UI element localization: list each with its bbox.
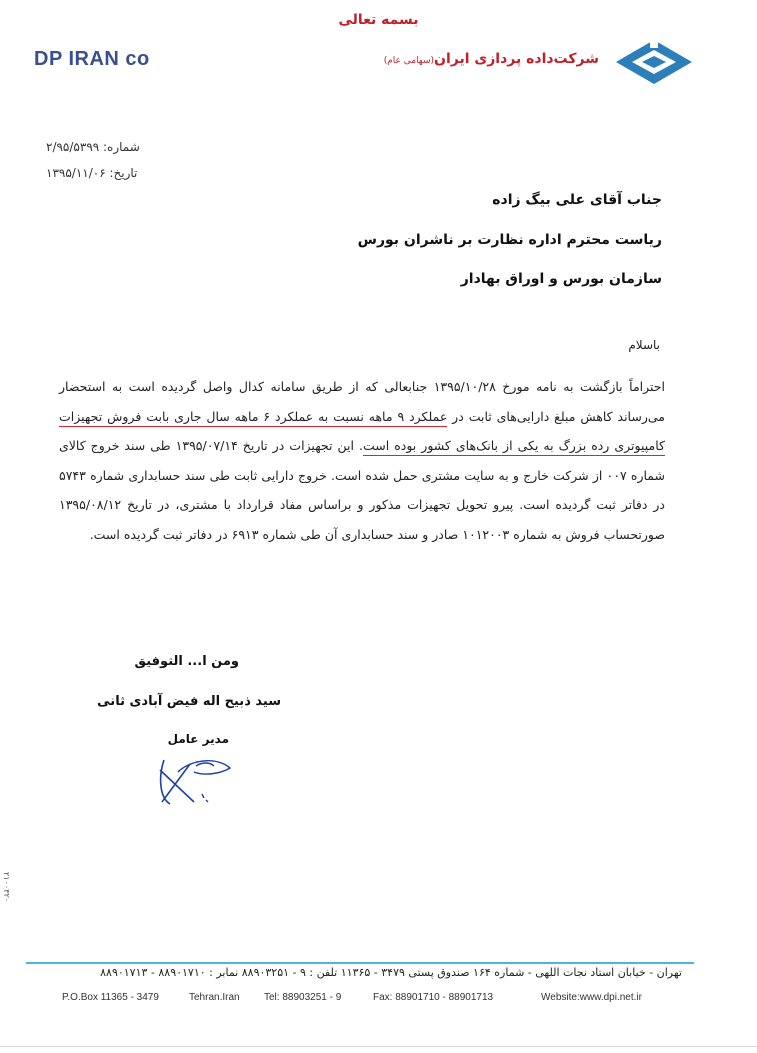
bismillah-heading: بسمه تعالی: [338, 12, 419, 28]
letter-body: [59, 372, 665, 549]
body-text-end: . این تجهیزات در تاریخ ۱۳۹۵/۰۷/۱۴ طی سند خروج کالای شماره ۰۰۷ از شرکت خارج و به سایت مشتری حمل شده است. خروج دارایی ثابت طی سند حسابداری شماره ۵۷۴۳ در دفاتر ثبت گردیده است. پیرو تحویل تجهیزات مذکور و براساس مفاد قرارداد با مشتری، در تاریخ ۱۳۹۵/۰۸/۱۲ صورتحساب فروش به شماره ۱۰۱۲۰۰۳ صادر و سند حسابداری آن طی شماره ۶۹۱۳ در دفاتر ثبت گردیده است.: [59, 438, 665, 542]
recipient-position: ریاست محترم اداره نظارت بر ناشران بورس: [357, 232, 662, 248]
page-bottom-edge: [0, 1046, 757, 1047]
closing-phrase: ومن ا... التوفیق: [134, 654, 239, 669]
company-type-label: (سهامی عام): [383, 56, 435, 66]
recipient-organization: سازمان بورس و اوراق بهادار: [460, 271, 662, 287]
letter-date: تاریخ: ۱۳۹۵/۱۱/۰۶: [46, 166, 138, 180]
company-name-fa-main: شرکت‌داده‌ پردازی ایران: [434, 51, 599, 67]
footer-address-fa: تهران - خیابان استاد نجات اللهی - شماره ۱۶۴ صندوق پستی ۳۴۷۹ - ۱۱۳۶۵ تلفن : ۹ - ۸۸۹۰۳۲۵۱ نمابر : ۸۸۹۰۱۷۱۰ - ۸۸۹۰۱۷۱۳: [100, 966, 682, 979]
company-logo-icon: [614, 38, 694, 86]
footer-website: Website:www.dpi.net.ir: [541, 992, 642, 1003]
footer-city: Tehran.Iran: [189, 992, 240, 1003]
company-name-en: DP IRAN co: [34, 48, 150, 70]
recipient-name: جناب آقای علی بیگ زاده: [492, 192, 662, 208]
footer-pobox: P.O.Box 11365 - 3479: [62, 992, 159, 1003]
footer-divider: [26, 962, 694, 964]
footer-tel: Tel: 88903251 - 9: [264, 992, 342, 1003]
signature-icon: [150, 750, 240, 810]
body-text-start: احتراماً بازگشت به نامه مورخ ۱۳۹۵/۱۰/۲۸ جنابعالی که از طریق سامانه کدال واصل گردیده است به استحضار می‌رساند کاهش مبلغ دارایی‌های ثابت در: [59, 379, 665, 424]
side-stamp: ۲۱۰۰۳۲۰: [2, 872, 11, 903]
signer-name: سید ذبیح اله فیض آبادی ثانی: [97, 694, 281, 709]
company-name-fa: [384, 51, 599, 67]
footer-fax: Fax: 88901710 - 88901713: [373, 992, 494, 1003]
letter-number: شماره: ۲/۹۵/۵۳۹۹: [46, 140, 140, 154]
signer-title: مدیر عامل: [167, 732, 229, 746]
greeting: باسلام: [628, 338, 660, 352]
underlined-statement: عملکرد ۹ ماهه نسبت به عملکرد ۶ ماهه سال جاری بابت فروش تجهیزات کامپیوتری رده بزرگ به یکی از بانک‌های کشور بوده است: [59, 409, 665, 457]
